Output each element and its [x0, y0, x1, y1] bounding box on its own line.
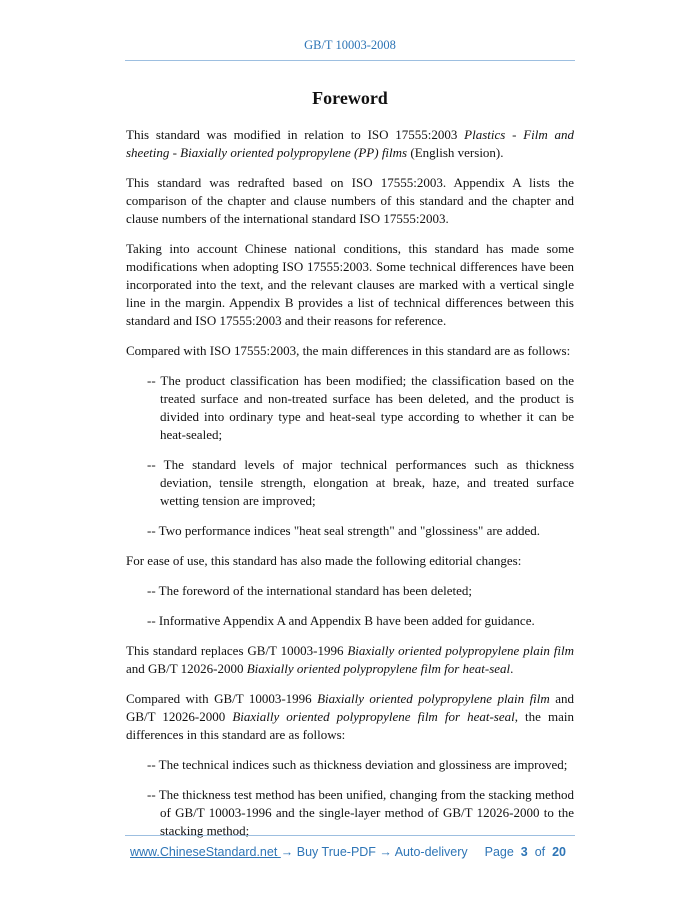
list-item: -- The product classification has been modified; the classification based on the treated surface and non-treated surface has been deleted, and the product is divided into ordinary type and heat-seal type according to whether it can be heat-sealed; [147, 373, 574, 442]
text: Compared with GB/T 10003-1996 [126, 691, 318, 706]
header-doc-id: GB/T 10003-2008 [304, 38, 396, 52]
paragraph: For ease of use, this standard has also made the following editorial changes: [126, 553, 522, 568]
italic-title: Biaxially oriented polypropylene film for heat-seal [232, 709, 515, 724]
italic-title: Biaxially oriented polypropylene plain film [317, 691, 550, 706]
page-number: 3 [520, 845, 528, 859]
text: This standard was modified in relation to ISO 17555:2003 [126, 127, 465, 142]
paragraph: This standard was redrafted based on ISO 17555:2003. Appendix A lists the comparison of the chapter and clause numbers of this standard and the chapter and clause numbers of the international standard ISO 17555:2003. [126, 175, 574, 226]
footer [130, 845, 570, 859]
footer-promo: → Buy True-PDF → Auto-delivery [280, 845, 468, 859]
list-item: -- Informative Appendix A and Appendix B have been added for guidance. [147, 613, 535, 628]
body-text [126, 126, 574, 852]
paragraph: Taking into account Chinese national conditions, this standard has made some modifications when adopting ISO 17555:2003. Some technical differences have been incorporated into the text, and the relevant clauses are marked with a vertical single line in the margin. Appendix B provides a list of technical differences between this standard and ISO 17555:2003 and their reasons for reference. [126, 241, 574, 328]
footer-divider [125, 835, 575, 836]
page-title: Foreword [312, 88, 388, 108]
paragraph [126, 690, 574, 744]
website-link[interactable]: www.ChineseStandard.net [130, 845, 281, 859]
of-label: of [534, 845, 546, 859]
text: This standard replaces GB/T 10003-1996 [126, 643, 348, 658]
text: and GB/T 12026-2000 [126, 661, 247, 676]
page-indicator [485, 845, 566, 859]
italic-title: Plastics - Film and sheeting - Biaxially oriented polypropylene (PP) films [126, 127, 575, 160]
italic-title: Biaxially oriented polypropylene film for heat-seal [246, 661, 511, 676]
list-item: -- The foreword of the international standard has been deleted; [147, 583, 472, 598]
text: . [510, 661, 514, 676]
page-label: Page [484, 845, 514, 859]
paragraph [126, 126, 574, 162]
italic-title: Biaxially oriented polypropylene plain film [347, 643, 574, 658]
header-divider [125, 60, 575, 61]
text: and GB/T 12026-2000 [126, 691, 574, 724]
paragraph [126, 642, 574, 678]
list-item: -- The standard levels of major technical performances such as thickness deviation, tensile strength, elongation at break, haze, and treated surface wetting tension are improved; [147, 457, 574, 508]
text: (English version). [407, 145, 504, 160]
page-total: 20 [552, 845, 566, 859]
paragraph: Compared with ISO 17555:2003, the main differences in this standard are as follows: [126, 343, 571, 358]
list-item: -- The thickness test method has been unified, changing from the stacking method of GB/T 10003-1996 and the single-layer method of GB/T 12026-2000 to the stacking method; [147, 787, 574, 838]
text: , the main differences in this standard are as follows: [126, 709, 574, 742]
list-item: -- The technical indices such as thickness deviation and glossiness are improved; [147, 757, 568, 772]
list-item: -- Two performance indices "heat seal strength" and "glossiness" are added. [147, 523, 540, 538]
